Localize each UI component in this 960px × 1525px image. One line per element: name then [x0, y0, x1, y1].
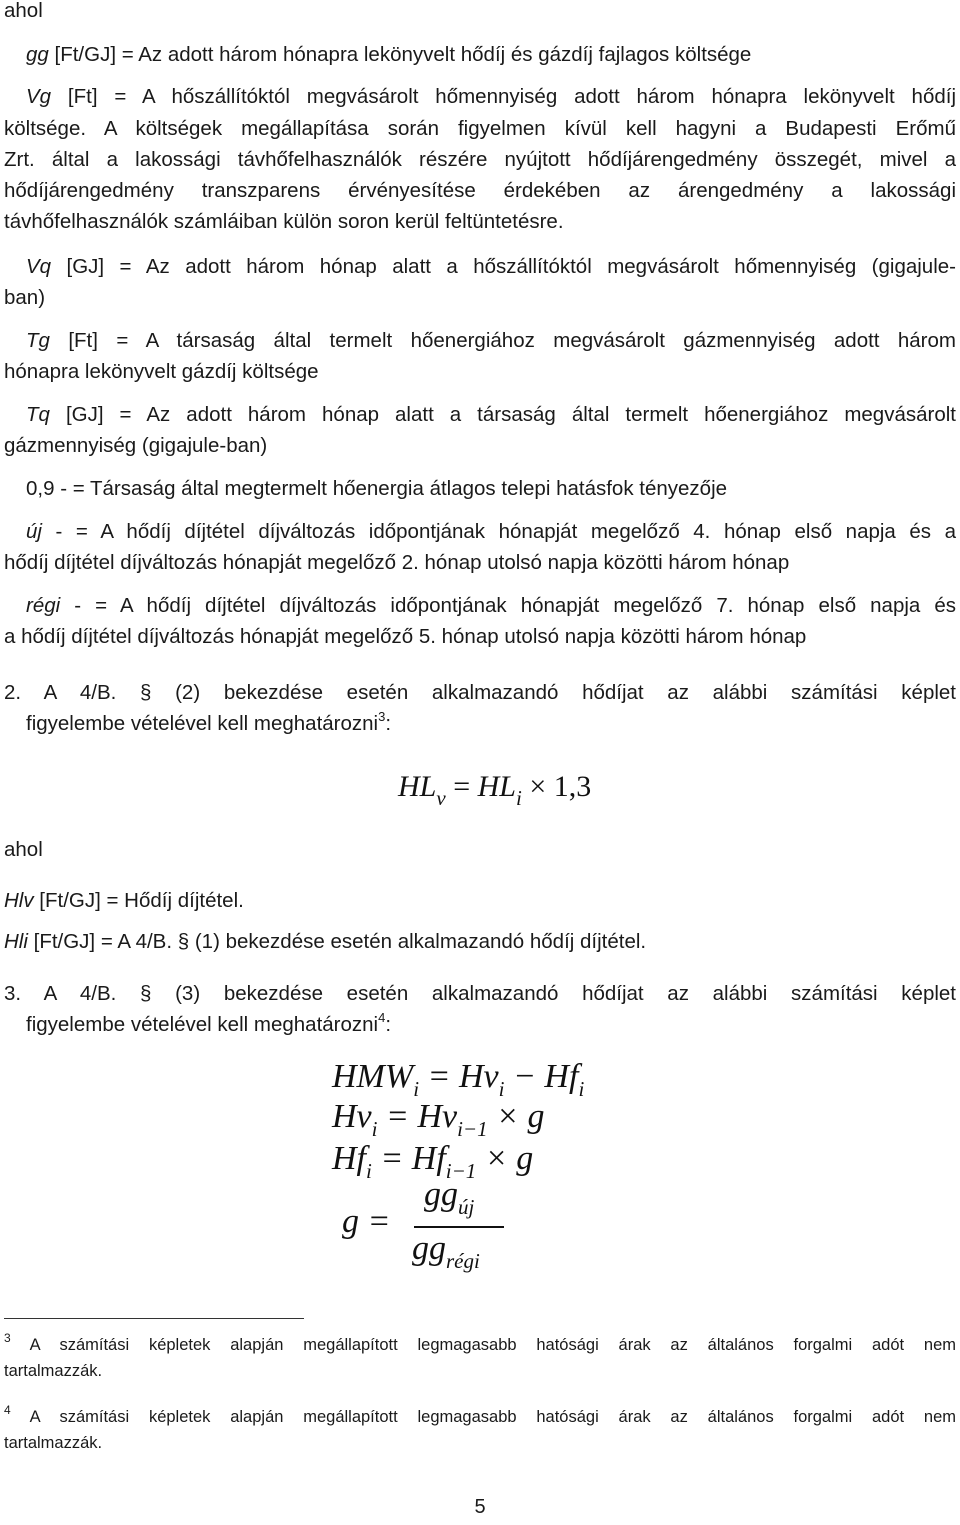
definition-uj	[26, 517, 956, 547]
footnote-3: $^3$ A számítási képletek alapján megállapított legmagasabb hatósági árak az általános forgalmi adót nem	[4, 1331, 956, 1354]
symbol-vg: Vg	[26, 85, 52, 108]
fraction-numerator: $gg_{új}$	[424, 1176, 475, 1219]
section-3-line: figyelembe vételével kell meghatározni$^4$:	[26, 1010, 392, 1036]
footnote-3-line: tartalmazzák.	[4, 1362, 103, 1380]
formula-row-g: g =	[342, 1203, 391, 1240]
paragraph-line: Zrt. által a lakossági távhőfelhasználók részére nyújtott hődíjárengedmény összegét, mivel a	[4, 148, 956, 171]
definition-text: [Ft] = A társaság által termelt hőenergiához megvásárolt gázmennyiség adott három	[49, 329, 956, 352]
definition-text: - = A hődíj díjtétel díjváltozás időpontjának hónapját megelőző 7. hónap első napja és	[60, 594, 956, 617]
ahol-label: ahol	[4, 838, 43, 861]
fraction-bar	[414, 1226, 504, 1228]
footnote-ref-3[interactable]: 3	[378, 709, 386, 724]
definition-hli	[4, 927, 956, 957]
definition-text: [Ft] = A hőszállítóktól megvásárolt hőmennyiség adott három hónapra lekönyvelt hődíj	[51, 85, 956, 108]
definition-vq	[26, 252, 956, 282]
section-2-heading: 2. A 4/B. § (2) bekezdése esetén alkalmazandó hődíjat az alábbi számítási képlet	[4, 681, 956, 704]
definition-tg	[26, 326, 956, 356]
definition-efficiency: 0,9 - = Társaság által megtermelt hőenergia átlagos telepi hatásfok tényezője	[26, 477, 728, 500]
paragraph-line: hődíj díjtétel díjváltozás hónapját megelőző 2. hónap utolsó napja közötti három hónap	[4, 551, 790, 574]
paragraph-line: hónapra lekönyvelt gázdíj költsége	[4, 360, 319, 383]
symbol-vq: Vq	[26, 255, 52, 278]
definition-text: [Ft/GJ] = Hődíj díjtétel.	[33, 889, 244, 912]
definition-text: [GJ] = Az adott három hónap alatt a hőszállítóktól megvásárolt hőmennyiség (gigajule-	[51, 255, 956, 278]
definition-tq	[26, 400, 956, 430]
paragraph-line: a hődíj díjtétel díjváltozás hónapját megelőző 5. hónap utolsó napja közötti három hónap	[4, 625, 807, 648]
symbol-hlv: Hlv	[4, 889, 34, 912]
definition-regi	[26, 591, 956, 621]
symbol-uj: új	[26, 520, 42, 543]
paragraph-line: távhőfelhasználók számláiban külön soron kerül feltüntetésre.	[4, 210, 564, 233]
formula-row-hmw: $HMW_i = Hv_i - Hf_i$	[332, 1058, 585, 1101]
section-2-line: figyelembe vételével kell meghatározni$^3$:	[26, 709, 392, 735]
paragraph-line: hődíjárengedmény transzparens érvényesítése érdekében az árengedmény a lakossági	[4, 179, 956, 202]
definition-text: - = A hődíj díjtétel díjváltozás időpontjának hónapját megelőző 4. hónap első napja és a	[41, 520, 956, 543]
page-number: 5	[474, 1496, 486, 1518]
symbol-gg: gg	[26, 43, 49, 66]
fraction-denominator: $gg_{régi}$	[412, 1230, 480, 1273]
definition-text: [Ft/GJ] = A 4/B. § (1) bekezdése esetén alkalmazandó hődíj díjtétel.	[27, 930, 647, 953]
section-3-heading: 3. A 4/B. § (3) bekezdése esetén alkalmazandó hődíjat az alábbi számítási képlet	[4, 982, 956, 1005]
paragraph-line: költsége. A költségek megállapítása során figyelmen kívül kell hagyni a Budapesti Erőmű	[4, 117, 956, 140]
paragraph-line: ban)	[4, 286, 46, 309]
definition-gg	[26, 40, 956, 70]
formula-hlv: $HL_v = HL_i \times 1,3$	[398, 770, 592, 810]
definition-text: [GJ] = Az adott három hónap alatt a társaság által termelt hőenergiához megvásárolt	[49, 403, 956, 426]
footnote-4-line: tartalmazzák.	[4, 1434, 103, 1452]
definition-hlv	[4, 886, 956, 916]
footnote-ref-4[interactable]: 4	[378, 1010, 386, 1025]
definition-text: [Ft/GJ] = Az adott három hónapra lekönyvelt hődíj és gázdíj fajlagos költsége	[48, 43, 752, 66]
footnote-separator	[4, 1318, 304, 1319]
definition-vg	[26, 82, 956, 112]
symbol-hli: Hli	[4, 930, 28, 953]
symbol-regi: régi	[26, 594, 61, 617]
formula-row-hf: $Hf_i = Hf_{i-1} \times g$	[332, 1140, 534, 1183]
footnote-4: $^4$ A számítási képletek alapján megállapított legmagasabb hatósági árak az általános forgalmi adót nem	[4, 1403, 956, 1426]
formula-block-hmw	[332, 1058, 652, 1288]
ahol-label: ahol	[4, 0, 43, 22]
paragraph-line: gázmennyiség (gigajule-ban)	[4, 434, 268, 457]
formula-row-hv: $Hv_i = Hv_{i-1} \times g$	[332, 1098, 545, 1141]
symbol-tq: Tq	[26, 403, 50, 426]
symbol-tg: Tg	[26, 329, 50, 352]
